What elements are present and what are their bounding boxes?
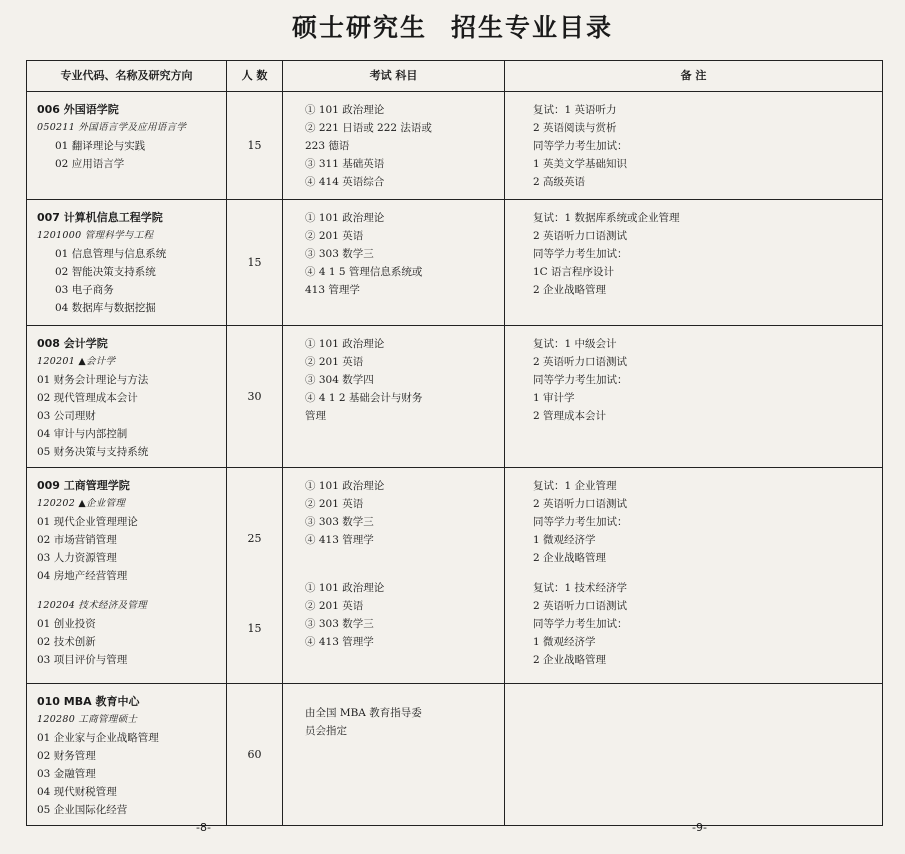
direction-item: 03 金融管理 (37, 768, 96, 780)
exam-cell (283, 92, 505, 200)
exam-cell (283, 684, 505, 826)
direction-item: 03 人力资源管理 (37, 552, 117, 564)
note-item: 复试：1 英语听力 (533, 104, 617, 116)
header-exam: 考试 科目 (283, 61, 505, 92)
note-item: 1 英美文学基础知识 (533, 158, 628, 170)
direction-item: 01 信息管理与信息系统 (55, 248, 167, 260)
count-cell: 30 (227, 326, 283, 468)
count-cell (227, 468, 283, 684)
note-item: 同等学力考生加试： (533, 516, 628, 528)
page-number-right: -9- (692, 821, 707, 834)
header-major: 专业代码、名称及研究方向 (27, 61, 227, 92)
major-name: 120202 ▲企业管理 (37, 498, 126, 509)
exam-cell (283, 200, 505, 326)
table-row (27, 92, 883, 200)
exam-item: ① 101 政治理论 (305, 104, 385, 116)
direction-item: 02 财务管理 (37, 750, 96, 762)
exam-item: ④ 413 管理学 (305, 534, 374, 546)
note-item: 复试：1 中级会计 (533, 338, 617, 350)
college-name: 007 计算机信息工程学院 (37, 211, 163, 224)
note-item: 2 管理成本会计 (533, 410, 607, 422)
note-item: 2 英语听力口语测试 (533, 600, 628, 612)
exam-item: ① 101 政治理论 (305, 582, 385, 594)
title-main: 硕士研究生 (291, 13, 427, 42)
major-name: 1201000 管理科学与工程 (37, 230, 154, 241)
note-item: 2 英语听力口语测试 (533, 230, 628, 242)
major-name: 120201 ▲会计学 (37, 356, 116, 367)
exam-item: ③ 303 数学三 (305, 516, 374, 528)
direction-item: 03 电子商务 (55, 284, 114, 296)
note-item: 1 审计学 (533, 392, 575, 404)
direction-item: 03 项目评价与管理 (37, 654, 128, 666)
note-item: 2 英语听力口语测试 (533, 498, 628, 510)
college-name: 010 MBA 教育中心 (37, 695, 140, 708)
page-title (0, 8, 905, 44)
note-item: 2 英语听力口语测试 (533, 356, 628, 368)
note-item: 2 企业战略管理 (533, 552, 607, 564)
note-cell (505, 684, 883, 826)
count-cell: 15 (227, 200, 283, 326)
table-row (27, 684, 883, 826)
exam-item: ① 101 政治理论 (305, 480, 385, 492)
major-cell (27, 200, 227, 326)
exam-item: ③ 304 数学四 (305, 374, 374, 386)
note-item: 1C 语言程序设计 (533, 266, 615, 278)
note-item: 2 英语阅读与赏析 (533, 122, 617, 134)
note-item: 复试：1 技术经济学 (533, 582, 628, 594)
direction-item: 04 审计与内部控制 (37, 428, 128, 440)
major-name: 120280 工商管理硕士 (37, 714, 138, 725)
exam-item: ④ 414 英语综合 (305, 176, 385, 188)
exam-item: 413 管理学 (305, 284, 360, 296)
direction-item: 04 现代财税管理 (37, 786, 117, 798)
header-note: 备 注 (505, 61, 883, 92)
note-item: 1 微观经济学 (533, 636, 596, 648)
college-name: 006 外国语学院 (37, 103, 119, 116)
table-row (27, 200, 883, 326)
note-item: 同等学力考生加试： (533, 140, 628, 152)
direction-item: 01 翻译理论与实践 (55, 140, 146, 152)
count-value: 15 (247, 622, 262, 635)
major-cell (27, 92, 227, 200)
exam-item: ③ 303 数学三 (305, 618, 374, 630)
exam-item: ② 201 英语 (305, 230, 364, 242)
note-item: 1 微观经济学 (533, 534, 596, 546)
note-item: 复试：1 企业管理 (533, 480, 617, 492)
page-number-left: -8- (196, 821, 211, 834)
exam-item: 管理 (305, 410, 326, 422)
exam-item: ④ 413 管理学 (305, 636, 374, 648)
direction-item: 01 财务会计理论与方法 (37, 374, 149, 386)
direction-item: 04 房地产经营管理 (37, 570, 128, 582)
note-cell (505, 92, 883, 200)
exam-item: ② 221 日语或 222 法语或 (305, 122, 432, 134)
exam-item: 由全国 MBA 教育指导委 (305, 707, 422, 719)
exam-cell (283, 326, 505, 468)
note-item: 同等学力考生加试： (533, 248, 628, 260)
direction-item: 02 应用语言学 (55, 158, 125, 170)
count-cell: 60 (227, 684, 283, 826)
note-item: 复试：1 数据库系统或企业管理 (533, 212, 680, 224)
exam-item: ① 101 政治理论 (305, 338, 385, 350)
exam-item: ② 201 英语 (305, 600, 364, 612)
note-item: 同等学力考生加试： (533, 618, 628, 630)
major-cell (27, 684, 227, 826)
college-name: 009 工商管理学院 (37, 479, 130, 492)
exam-item: ③ 303 数学三 (305, 248, 374, 260)
college-name: 008 会计学院 (37, 337, 108, 350)
table-row (27, 468, 883, 684)
major-name: 120204 技术经济及管理 (37, 600, 147, 611)
direction-item: 01 现代企业管理理论 (37, 516, 138, 528)
direction-item: 01 企业家与企业战略管理 (37, 732, 159, 744)
exam-item: ③ 311 基础英语 (305, 158, 385, 170)
sub-major-block (37, 597, 220, 669)
header-row (27, 61, 883, 92)
major-cell (27, 326, 227, 468)
direction-item: 01 创业投资 (37, 618, 96, 630)
direction-item: 05 企业国际化经营 (37, 804, 128, 816)
count-value: 25 (247, 532, 262, 545)
title-sub: 招生专业目录 (451, 13, 614, 42)
exam-item: ① 101 政治理论 (305, 212, 385, 224)
direction-item: 02 技术创新 (37, 636, 96, 648)
exam-item: ④ 4 1 5 管理信息系统或 (305, 266, 423, 278)
table-row (27, 326, 883, 468)
note-cell (505, 468, 883, 684)
count-cell: 15 (227, 92, 283, 200)
sub-exam-block (305, 579, 500, 651)
exam-cell (283, 468, 505, 684)
major-cell (27, 468, 227, 684)
major-name: 050211 外国语言学及应用语言学 (37, 122, 187, 133)
exam-item: ④ 4 1 2 基础会计与财务 (305, 392, 423, 404)
catalog-table (26, 60, 883, 826)
direction-item: 02 智能决策支持系统 (55, 266, 156, 278)
header-count: 人 数 (227, 61, 283, 92)
direction-item: 02 市场营销管理 (37, 534, 117, 546)
exam-item: ② 201 英语 (305, 356, 364, 368)
note-item: 同等学力考生加试： (533, 374, 628, 386)
exam-item: ② 201 英语 (305, 498, 364, 510)
direction-item: 04 数据库与数据挖掘 (55, 302, 156, 314)
sub-note-block (533, 579, 878, 669)
note-cell (505, 326, 883, 468)
note-item: 2 企业战略管理 (533, 654, 607, 666)
note-cell (505, 200, 883, 326)
direction-item: 05 财务决策与支持系统 (37, 446, 149, 458)
direction-item: 02 现代管理成本会计 (37, 392, 138, 404)
note-item: 2 高级英语 (533, 176, 586, 188)
exam-item: 员会指定 (305, 725, 347, 737)
note-item: 2 企业战略管理 (533, 284, 607, 296)
direction-item: 03 公司理财 (37, 410, 96, 422)
exam-item: 223 德语 (305, 140, 350, 152)
